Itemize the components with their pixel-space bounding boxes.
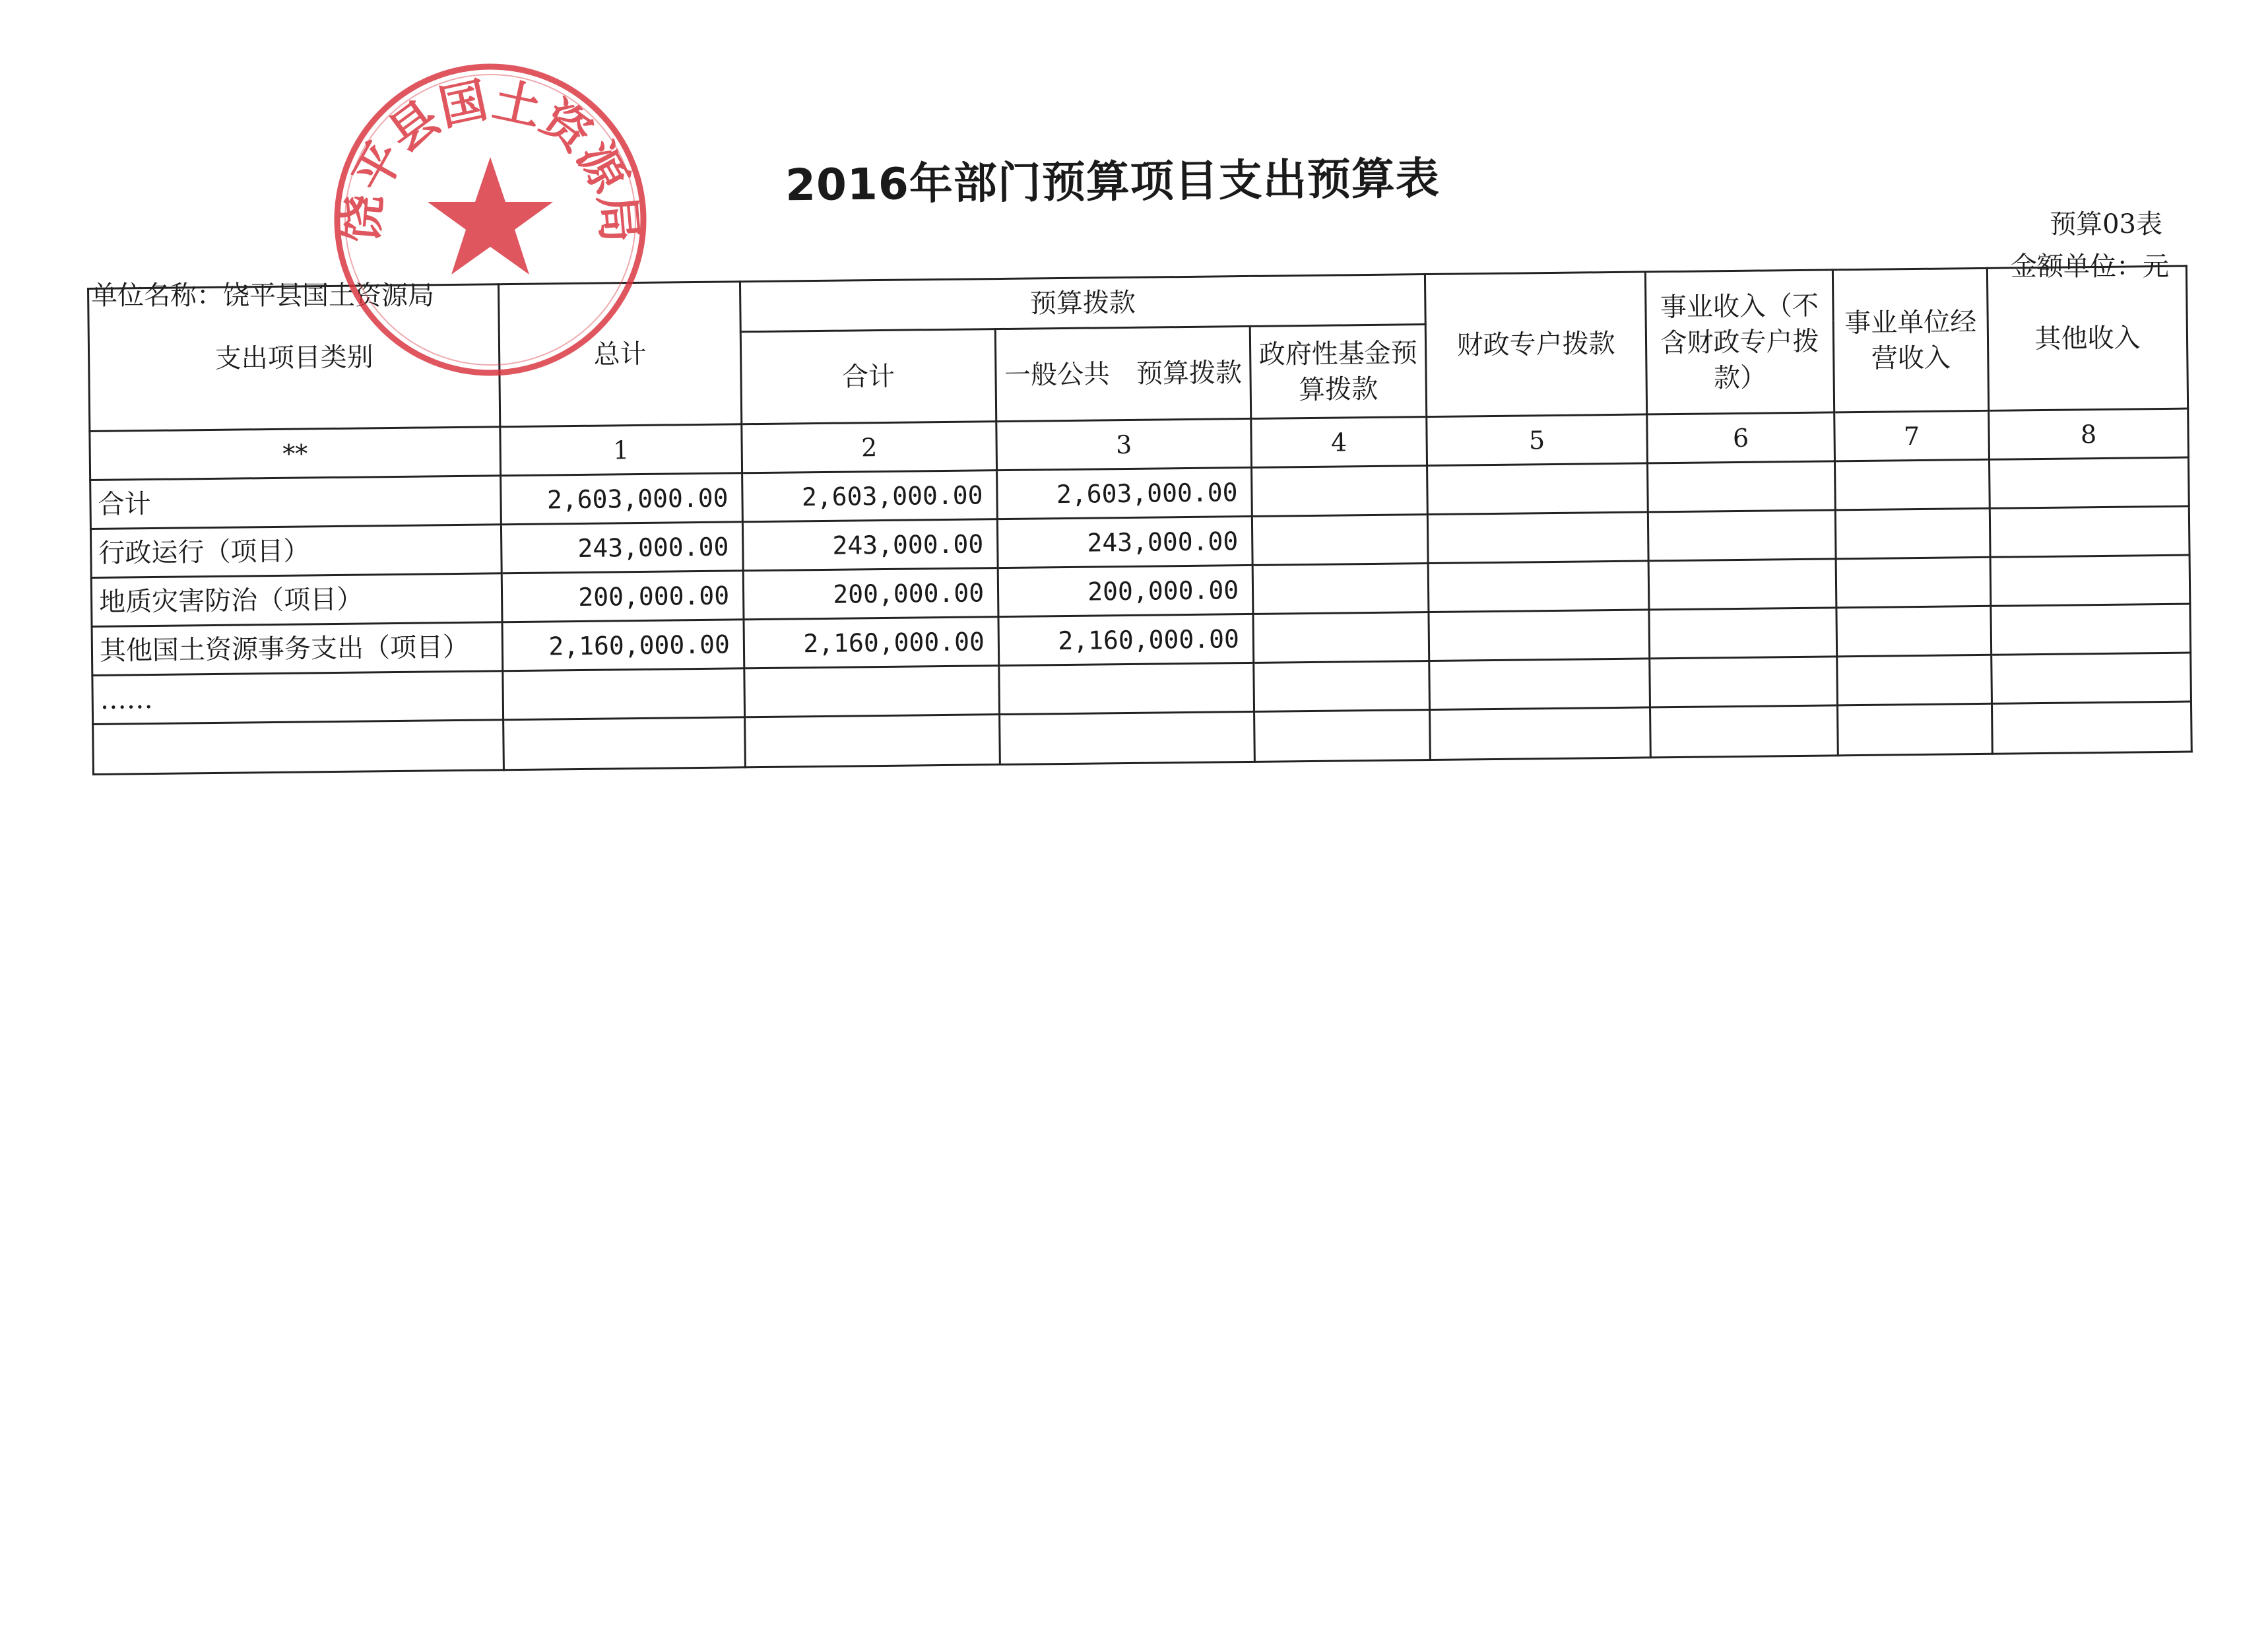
empty-cell [1252,466,1428,517]
empty-cell [1835,508,1990,559]
empty-cell [1992,653,2191,703]
header-general-budget: 一般公共 预算拨款 [995,326,1250,421]
row-name: 合计 [90,476,502,529]
header-business-income: 事业收入（不含财政专户拨款） [1645,270,1834,414]
empty-cell [1253,612,1429,663]
index-cell: 5 [1427,414,1648,466]
header-subtotal: 合计 [740,329,996,424]
empty-cell [1429,610,1650,661]
header-other-income: 其他收入 [1987,266,2187,410]
empty-cell [1648,510,1836,561]
row-name: 地质灾害防治（项目） [91,573,502,627]
row-name: …… [92,671,503,725]
empty-cell [1252,515,1428,566]
row-general: 200,000.00 [998,565,1253,616]
empty-cell [1649,608,1837,659]
empty-cell [1252,564,1429,614]
empty-cell [1837,655,1992,705]
index-cell: ** [90,427,501,480]
empty-cell [1989,457,2189,508]
empty-cell [1428,561,1649,612]
index-cell: 7 [1834,410,1990,461]
row-general: 243,000.00 [997,516,1252,568]
header-category: 支出项目类别 [88,284,500,432]
empty-cell [503,717,746,770]
empty-cell [1427,463,1648,515]
row-total: 200,000.00 [502,571,744,622]
index-cell: 4 [1251,417,1427,468]
empty-cell [93,720,504,775]
header-special-account: 财政专户拨款 [1425,272,1646,417]
row-total: 2,160,000.00 [502,620,744,671]
row-subtotal: 2,160,000.00 [744,617,999,668]
empty-cell [745,715,1000,767]
empty-cell [1838,703,1993,756]
empty-cell [1990,506,2189,557]
seal-star [428,157,553,275]
row-name: 行政运行（项目） [90,525,502,578]
empty-cell [1429,659,1650,710]
row-subtotal: 2,603,000.00 [742,471,998,522]
empty-cell [1254,661,1430,712]
index-cell: 1 [500,424,742,476]
empty-cell [1836,606,1992,657]
index-cell: 6 [1647,412,1835,463]
header-total: 总计 [498,282,741,427]
empty-cell [1990,555,2190,606]
empty-cell [1992,701,2191,754]
row-total: 2,603,000.00 [501,473,743,525]
official-seal-stamp [329,58,652,381]
empty-cell [503,668,745,720]
empty-cell [1834,459,1990,510]
empty-cell [1000,711,1255,764]
empty-cell [1648,559,1836,610]
row-subtotal: 243,000.00 [742,519,998,571]
empty-cell [744,666,1000,717]
header-gov-fund: 政府性基金预算拨款 [1250,325,1426,419]
page-title: 2016年部门预算项目支出预算表 [785,152,1441,211]
amount-unit: 金额单位：元 [2011,251,2169,282]
empty-cell [1650,657,1838,707]
index-cell: 2 [742,422,997,473]
empty-cell [1836,557,1991,608]
empty-cell [1991,604,2191,655]
row-total: 243,000.00 [501,522,743,573]
organization-name: 单位名称：饶平县国土资源局 [91,280,434,311]
header-operating-income: 事业单位经营收入 [1832,268,1988,412]
row-general: 2,160,000.00 [998,614,1254,665]
row-general: 2,603,000.00 [997,467,1252,519]
empty-cell [1430,707,1651,760]
seal-text: 饶平县国土资源局 [332,71,649,245]
index-cell: 8 [1989,408,2189,459]
empty-cell [1648,461,1836,512]
empty-cell [999,663,1254,714]
empty-cell [1650,705,1838,758]
header-budget-group: 预算拨款 [740,275,1425,332]
empty-cell [1427,512,1648,564]
form-number: 预算03表 [2050,209,2162,240]
index-cell: 3 [996,418,1252,470]
empty-cell [1254,710,1431,762]
row-name: 其他国土资源事务支出（项目） [92,622,503,676]
row-subtotal: 200,000.00 [743,568,998,620]
